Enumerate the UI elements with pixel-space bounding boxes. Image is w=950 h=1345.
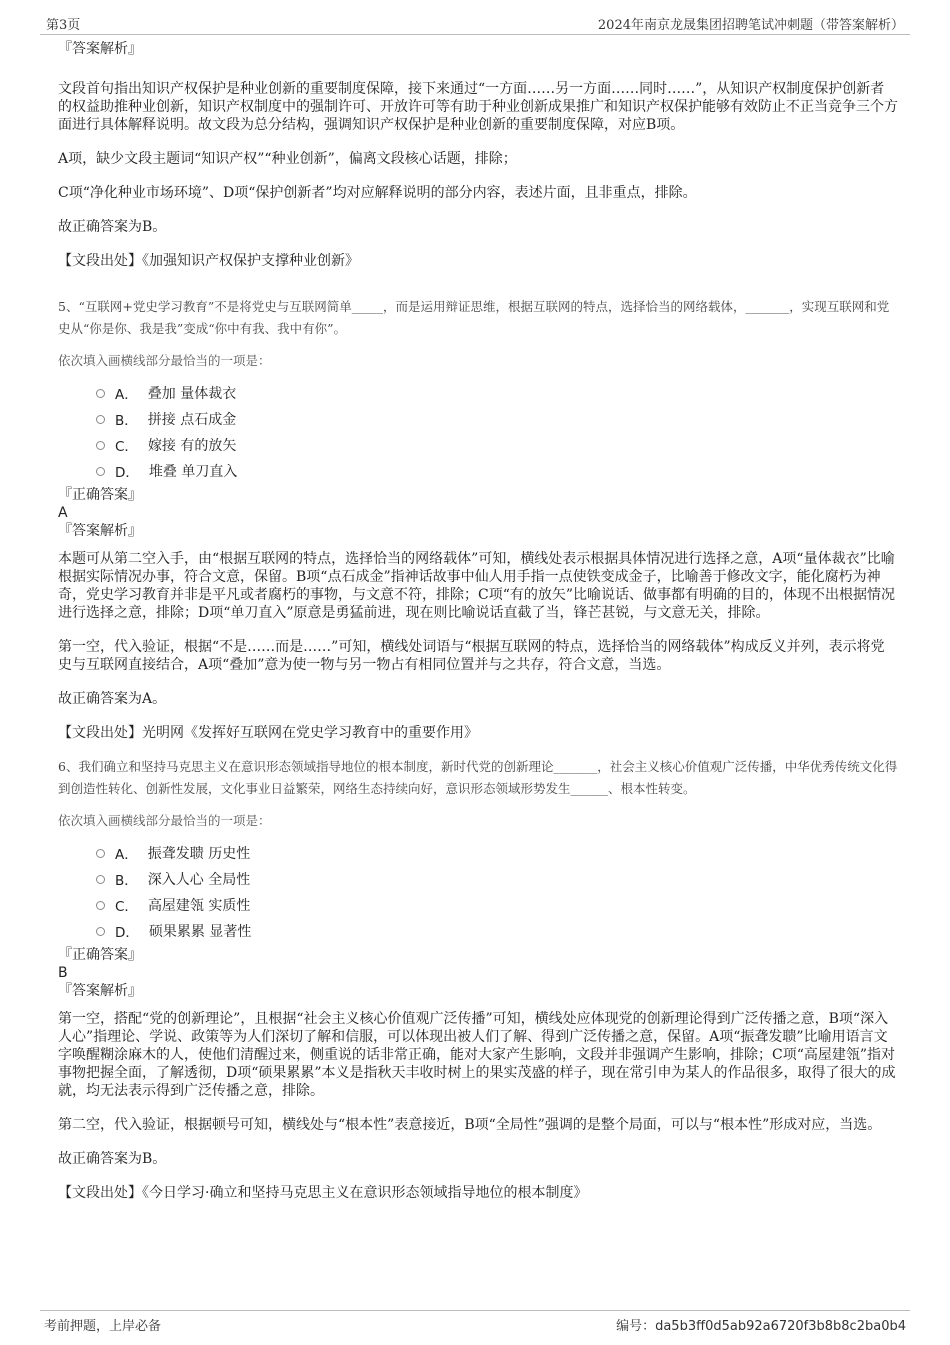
radio-icon[interactable]	[96, 415, 105, 424]
analysis-paragraph: 第二空，代入验证，根据顿号可知，横线处与“根本性”表意接近，B项“全局性”强调的是整个局面，可以与“根本性”形成对应，当选。	[58, 1117, 882, 1133]
correct-answer: A	[58, 505, 68, 521]
option-a[interactable]	[96, 380, 898, 406]
analysis-paragraph: 文段首句指出知识产权保护是种业创新的重要制度保障，接下来通过“一方面……另一方面……同时……”，从知识产权制度保护创新者的权益助推种业创新，知识产权制度中的强制许可、开放许可等有助于种业创新成果推广和知识产权保护能够有效防止不正当竞争三个方面进行具体解释说明。故文段为总分结构，强调知识产权保护是种业创新的重要制度保障，对应B项。	[58, 81, 898, 133]
option-a[interactable]	[96, 840, 898, 866]
question-6-instruction: 依次填入画横线部分最恰当的一项是：	[58, 813, 271, 828]
option-text: 叠加 量体裁衣	[147, 386, 237, 402]
analysis-paragraph: C项“净化种业市场环境”、D项“保护创新者”均对应解释说明的部分内容，表述片面，且非重点，排除。	[58, 185, 697, 201]
source-line: 【文段出处】光明网《发挥好互联网在党史学习教育中的重要作用》	[58, 725, 478, 741]
option-text: 堆叠 单刀直入	[148, 464, 238, 480]
radio-icon[interactable]	[96, 927, 105, 936]
question-5-instruction: 依次填入画横线部分最恰当的一项是：	[58, 353, 271, 368]
footer-slogan: 考前押题，上岸必备	[44, 1319, 162, 1334]
option-label: A．	[115, 847, 138, 863]
radio-icon[interactable]	[96, 441, 105, 450]
analysis-label: 『答案解析』	[58, 41, 142, 57]
answer-label: 『正确答案』	[58, 487, 142, 503]
analysis-paragraph: 故正确答案为B。	[58, 1151, 167, 1167]
analysis-label: 『答案解析』	[58, 983, 142, 999]
option-d[interactable]	[96, 918, 898, 944]
answer-label: 『正确答案』	[58, 947, 142, 963]
code-label: 编号：	[616, 1319, 656, 1334]
code-value: da5b3ff0d5ab92a6720f3b8b8c2ba0b4	[655, 1319, 906, 1334]
page-footer	[40, 1310, 910, 1333]
analysis-paragraph: 本题可从第二空入手，由“根据互联网的特点，选择恰当的网络载体”可知，横线处表示根据具体情况进行选择之意，A项“量体裁衣”比喻根据实际情况办事，符合文意，保留。B项“点石成金”指神话故事中仙人用手指一点使铁变成金子，比喻善于修改文字，能化腐朽为神奇，党史学习教育并非是平凡或者腐朽的事物，与文意不符，排除；C项“有的放矢”比喻说话、做事都有明确的目的，体现不出根据情况进行选择之意，排除；D项“单刀直入”原意是勇猛前进，现在则比喻说话直截了当，锋芒甚锐，与文意无关，排除。	[58, 551, 896, 621]
option-d[interactable]	[96, 458, 898, 484]
radio-icon[interactable]	[96, 901, 105, 910]
option-text: 振聋发聩 历史性	[147, 846, 251, 862]
analysis-paragraph: 第一空，搭配“党的创新理论”，且根据“社会主义核心价值观广泛传播”可知，横线处应体现党的创新理论得到广泛传播之意，B项“深入人心”指理论、学说、政策等为人们深切了解和信服，可以体现出被人们了解、得到广泛传播之意，保留。A项“振聋发聩”比喻用语言文字唤醒糊涂麻木的人，使他们清醒过来，侧重说的话非常正确，能对大家产生影响，文段并非强调产生影响，排除；C项“高屋建瓴”指对事物把握全面，了解透彻，D项“硕果累累”本义是指秋天丰收时树上的果实茂盛的样子，现在常引申为某人的作品很多，取得了很大的成就，均无法表示得到广泛传播之意，排除。	[58, 1011, 896, 1099]
option-text: 拼接 点石成金	[147, 412, 237, 428]
document-body	[58, 40, 898, 1202]
option-label: A．	[115, 387, 138, 403]
analysis-paragraph: 第一空，代入验证，根据“不是……而是……”可知，横线处词语与“根据互联网的特点，选择恰当的网络载体”构成反义并列，表示将党史与互联网直接结合，A项“叠加”意为使一物与另一物占有相同位置并与之共存，符合文意，当选。	[58, 639, 885, 673]
radio-icon[interactable]	[96, 467, 105, 476]
option-label: C．	[115, 899, 138, 915]
analysis-paragraph: 故正确答案为A。	[58, 691, 167, 707]
analysis-paragraph: A项，缺少文段主题词“知识产权”“种业创新”，偏离文段核心话题，排除；	[58, 151, 517, 167]
option-label: C．	[115, 439, 138, 455]
radio-icon[interactable]	[96, 389, 105, 398]
option-b[interactable]	[96, 406, 898, 432]
option-label: B．	[115, 413, 138, 429]
question-6-text: 6、我们确立和坚持马克思主义在意识形态领域指导地位的根本制度，新时代党的创新理论_______，社会主义核心价值观广泛传播，中华优秀传统文化得到创造性转化、创新性发展，文化事业日益繁荣，网络生态持续向好，意识形态领域形势发生______、根本性转变。	[58, 759, 898, 796]
option-b[interactable]	[96, 866, 898, 892]
question-5-options	[96, 380, 898, 484]
question-6-options	[96, 840, 898, 944]
correct-answer: B	[58, 965, 68, 981]
page-number: 第3页	[46, 18, 81, 33]
option-c[interactable]	[96, 892, 898, 918]
option-c[interactable]	[96, 432, 898, 458]
option-label: D．	[115, 465, 139, 481]
source-line: 【文段出处】《今日学习·确立和坚持马克思主义在意识形态领域指导地位的根本制度》	[58, 1185, 588, 1201]
source-line: 【文段出处】《加强知识产权保护支撑种业创新》	[58, 253, 359, 269]
option-text: 高屋建瓴 实质性	[147, 898, 251, 914]
document-title: 2024年南京龙晟集团招聘笔试冲刺题（带答案解析）	[597, 18, 904, 33]
radio-icon[interactable]	[96, 875, 105, 884]
analysis-paragraph: 故正确答案为B。	[58, 219, 167, 235]
option-label: B．	[115, 873, 138, 889]
option-text: 深入人心 全局性	[147, 872, 251, 888]
question-5-text: 5、“互联网+党史学习教育”不是将党史与互联网简单_____，而是运用辩证思维，根据互联网的特点，选择恰当的网络载体，_______，实现互联网和党史从“你是你、我是我”变成“你中有我、我中有你”。	[58, 299, 890, 336]
document-code	[616, 1315, 906, 1334]
radio-icon[interactable]	[96, 849, 105, 858]
option-text: 硕果累累 显著性	[148, 924, 252, 940]
option-text: 嫁接 有的放矢	[147, 438, 237, 454]
analysis-label: 『答案解析』	[58, 523, 142, 539]
page-header	[40, 12, 910, 35]
option-label: D．	[115, 925, 139, 941]
